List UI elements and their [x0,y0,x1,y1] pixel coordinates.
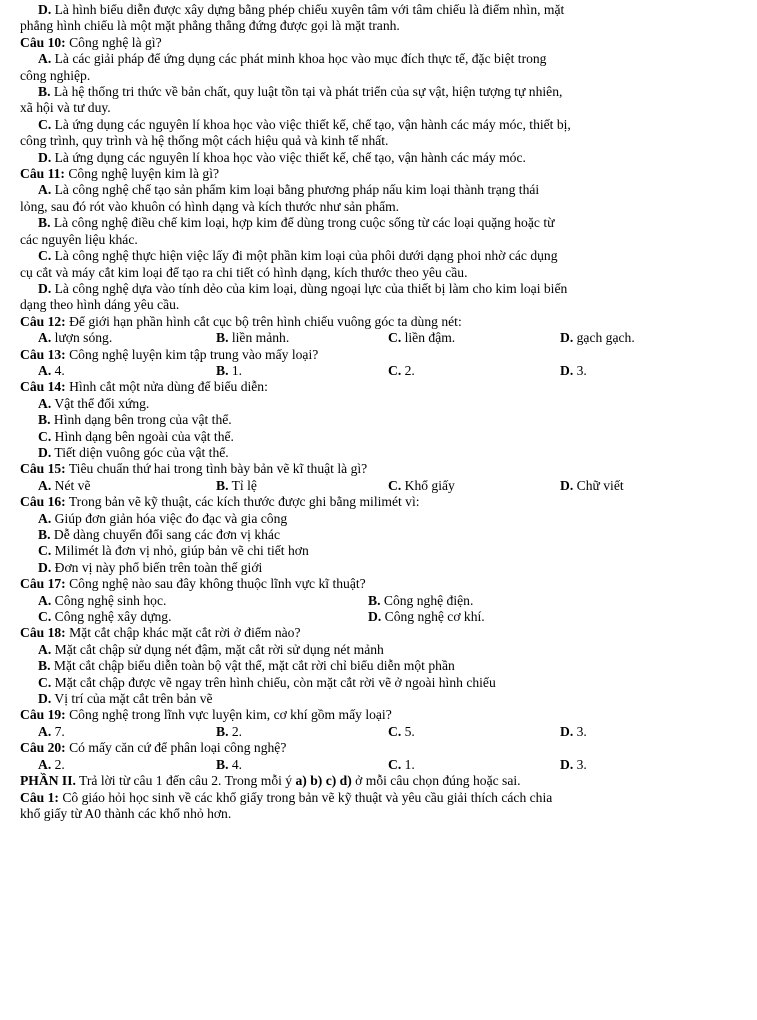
question-stem: Để giới hạn phần hình cắt cục bộ trên hình chiếu vuông góc ta dùng nét: [69,313,462,329]
option-text: Vị trí của mặt cắt trên bản vẽ [54,691,213,707]
q10-option-b-cont: xã hội và tư duy. [20,100,111,116]
option-a [38,478,216,494]
question-stem: Có mấy căn cứ để phân loại công nghệ? [69,740,287,756]
option-text: liền mảnh. [231,330,290,346]
q16-option-b [20,527,739,543]
part-label: PHẦN II. [20,773,76,789]
option-d [560,330,720,346]
part-instruction-bold: a) b) c) d) [295,773,352,789]
option-text: Là công nghệ điều chế kim loại, hợp kim để dùng trong cuộc sống từ các loại quặng hoặc từ [53,215,555,231]
q14-option-d [20,445,739,461]
option-letter: B. [216,362,229,378]
option-text: Mặt cắt chập sử dụng nét đậm, mặt cắt rời sử dụng nét mảnh [54,641,384,657]
question-stem: Công nghệ luyện kim là gì? [68,166,219,182]
option-b [216,724,388,740]
option-text: 7. [54,723,65,739]
question-label: Câu 10: [20,34,66,50]
option-text: Dễ dàng chuyển đổi sang các đơn vị khác [53,527,280,542]
option-text: 3. [576,723,587,739]
question-stem: Công nghệ là gì? [69,34,162,50]
question-label: Câu 1: [20,789,59,805]
option-text: Là công nghệ dựa vào tính dẻo của kim loại, dùng ngoại lực của thiết bị làm cho kim loại biến [54,280,568,296]
option-letter: D. [560,723,574,739]
option-text: Nét vẽ [54,477,91,493]
option-text: gạch gạch. [576,330,635,346]
option-text: Tỉ lệ [231,477,257,493]
option-letter: C. [38,248,52,264]
option-text: Đơn vị này phổ biến trên toàn thế giới [54,559,263,575]
question-stem: Mặt cắt chập khác mặt cắt rời ở điểm nào? [69,625,301,641]
option-text: 4. [54,362,65,378]
question-label: Câu 12: [20,313,66,329]
q18-option-c [20,675,739,691]
part-instruction-end: ở mỗi câu chọn đúng hoặc sai. [355,773,521,789]
option-letter: A. [38,330,52,346]
option-letter: C. [38,428,52,444]
option-letter: B. [368,592,381,608]
q11-option-a [20,182,739,198]
option-b [368,593,668,609]
option-letter: A. [38,756,52,772]
question-stem: Công nghệ nào sau đây không thuộc lĩnh vực kĩ thuật? [69,576,366,592]
question-20 [20,740,739,756]
option-letter: D. [38,444,52,460]
option-text: Milimét là đơn vị nhỏ, giúp bản vẽ chi tiết hơn [54,543,309,559]
question-15 [20,461,739,477]
q18-option-a [20,642,739,658]
option-letter: C. [38,116,52,132]
option-text: lượn sóng. [54,330,113,346]
q9-option-d [20,2,739,18]
option-text: 1. [231,362,243,378]
option-letter: A. [38,182,52,198]
q10-option-a-cont: công nghiệp. [20,67,91,83]
q10-option-a [20,51,739,67]
option-text: Chữ viết [576,477,624,493]
q10-option-c [20,117,739,133]
option-b [216,478,388,494]
q16-option-c [20,543,739,559]
option-text: 3. [576,362,587,378]
option-letter: A. [38,51,52,67]
option-letter: A. [38,510,52,526]
option-text: 3. [576,756,587,772]
question-stem: Công nghệ luyện kim tập trung vào mấy loại? [69,346,319,362]
option-text: Mặt cắt chập biểu diễn toàn bộ vật thể, mặt cắt rời chỉ biểu diễn một phần [53,658,455,674]
option-text: Là các giải pháp để ứng dụng các phát minh khoa học vào mục đích thực tế, đặc biệt trong [54,51,547,67]
option-letter: D. [560,756,574,772]
option-c [388,757,560,773]
option-text: Vật thể đối xứng. [54,395,150,411]
q18-option-d [20,691,739,707]
q11-option-b-cont: các nguyên liệu khác. [20,231,138,247]
option-b [216,363,388,379]
option-letter: C. [388,723,402,739]
option-letter: D. [38,559,52,575]
question-10 [20,35,739,51]
option-a [38,724,216,740]
option-d [560,724,720,740]
question-label: Câu 16: [20,494,66,510]
q14-option-b [20,412,739,428]
option-letter: B. [38,658,51,674]
option-letter: C. [38,543,52,559]
option-text: Là công nghệ thực hiện việc lấy đi một phần kim loại của phôi dưới dạng phoi nhờ các dụng [54,248,558,264]
option-text: Giúp đơn giản hóa việc đo đạc và gia công [54,510,288,526]
option-text: 2. [404,362,415,378]
question-18 [20,625,739,641]
option-letter: A. [38,723,52,739]
question-stem: Hình cắt một nửa dùng để biểu diễn: [69,379,268,395]
option-text: Là công nghệ chế tạo sản phẩm kim loại bằng phương pháp nấu kim loại thành trạng thái [54,182,540,198]
option-text: Khổ giấy [404,477,455,493]
option-letter: D. [38,280,52,296]
option-text: Mặt cắt chập được vẽ ngay trên hình chiếu, còn mặt cắt rời vẽ ở ngoài hình chiếu [54,674,496,690]
option-letter: B. [38,412,51,428]
option-c [388,478,560,494]
q11-option-d-cont: dạng theo hình dáng yêu cầu. [20,297,180,313]
q11-option-a-cont: lỏng, sau đó rót vào khuôn có hình dạng và kích thước như sản phẩm. [20,198,400,214]
option-d [560,757,720,773]
part2-question-1 [20,790,739,806]
q11-option-d [20,281,739,297]
option-text: liền đậm. [404,330,456,346]
option-d [560,478,720,494]
option-letter: D. [560,362,574,378]
question-label: Câu 17: [20,576,66,592]
option-c [388,724,560,740]
question-17 [20,576,739,592]
option-text: 4. [231,756,243,772]
option-letter: D. [38,149,52,165]
option-text: 2. [231,723,243,739]
question-14 [20,379,739,395]
q10-option-c-cont: công trình, quy trình và hệ thống một cách hiệu quả và kinh tế nhất. [20,133,389,149]
option-a [38,757,216,773]
option-d [368,609,668,625]
question-label: Câu 20: [20,740,66,756]
option-letter: D. [560,330,574,346]
option-letter: B. [38,527,51,542]
question-label: Câu 15: [20,461,66,477]
option-letter: A. [38,477,52,493]
option-text: Công nghệ sinh học. [54,592,167,608]
option-text: 2. [54,756,65,772]
option-text: Là ứng dụng các nguyên lí khoa học vào việc thiết kế, chế tạo, vận hành các máy móc, thiết bị, [54,116,571,132]
question-label: Câu 13: [20,346,66,362]
part-instruction: Trả lời từ câu 1 đến câu 2. Trong mỗi ý [79,773,293,789]
option-letter: D. [38,691,52,707]
q11-option-c [20,248,739,264]
option-c [388,330,560,346]
q19-options [20,724,739,740]
option-text: 1. [404,756,415,772]
option-letter: C. [388,362,402,378]
question-stem: Trong bản vẽ kỹ thuật, các kích thước được ghi bằng milimét vì: [68,494,420,510]
question-label: Câu 14: [20,379,66,395]
option-text: Là ứng dụng các nguyên lí khoa học vào việc thiết kế, chế tạo, vận hành các máy móc. [54,149,526,165]
option-letter: C. [388,756,402,772]
question-16 [20,494,739,510]
option-b [216,330,388,346]
q16-option-d [20,560,739,576]
question-label: Câu 19: [20,707,66,723]
question-13 [20,347,739,363]
option-letter: B. [216,723,229,739]
option-letter: A. [38,362,52,378]
question-stem: Tiêu chuẩn thứ hai trong tình bày bản vẽ kĩ thuật là gì? [68,461,368,477]
option-letter: B. [216,756,229,772]
question-stem: Cô giáo hỏi học sinh về các khổ giấy trong bản vẽ kỹ thuật và yêu cầu giải thích cách chia [62,789,553,805]
option-letter: C. [38,674,52,690]
option-text: Công nghệ điện. [383,592,474,608]
option-a [38,593,368,609]
option-letter: C. [388,330,402,346]
q11-option-b [20,215,739,231]
option-text: Hình dạng bên ngoài của vật thể. [54,428,234,444]
question-11 [20,166,739,182]
q15-options [20,478,739,494]
question-19 [20,707,739,723]
option-letter: C. [38,609,52,625]
option-text: 5. [404,723,415,739]
question-label: Câu 11: [20,166,65,182]
option-letter: C. [388,477,402,493]
question-label: Câu 18: [20,625,66,641]
option-c [38,609,368,625]
option-letter: D. [560,477,574,493]
q11-option-c-cont: cụ cắt và máy cắt kim loại để tạo ra chi tiết có hình dạng, kích thước theo yêu cầu. [20,264,468,280]
option-text: Là hình biểu diễn được xây dựng bằng phép chiếu xuyên tâm với tâm chiếu là điểm nhìn, mặt [54,2,565,17]
option-letter: B. [216,330,229,346]
option-c [388,363,560,379]
q10-option-d [20,150,739,166]
option-text: Là hệ thống tri thức về bản chất, quy luật tồn tại và phát triển của sự vật, hiện tượng tự nhiên, [53,84,563,100]
q14-option-a [20,396,739,412]
option-letter: A. [38,592,52,608]
q10-option-b [20,84,739,100]
option-a [38,330,216,346]
part2-question-1-cont: khổ giấy từ A0 thành các khổ nhỏ hơn. [20,805,232,821]
q18-option-b [20,658,739,674]
option-a [38,363,216,379]
q16-option-a [20,511,739,527]
q20-options [20,757,739,773]
option-letter: B. [216,477,229,493]
question-stem: Công nghệ trong lĩnh vực luyện kim, cơ khí gồm mấy loại? [69,707,392,723]
option-letter: D. [38,2,52,17]
part-2-heading [20,773,739,789]
q14-option-c [20,429,739,445]
option-text: Tiết diện vuông góc của vật thể. [54,444,229,460]
option-letter: B. [38,84,51,100]
option-text: Công nghệ cơ khí. [384,609,485,625]
q12-options [20,330,739,346]
option-letter: A. [38,395,52,411]
option-letter: D. [368,609,382,625]
option-text: Hình dạng bên trong của vật thể. [53,412,232,428]
q13-options [20,363,739,379]
option-b [216,757,388,773]
q17-options [20,593,739,626]
question-12 [20,314,739,330]
option-d [560,363,720,379]
q9-option-d-cont: phẳng hình chiếu là một mặt phẳng thẳng đứng được gọi là mặt tranh. [20,18,400,34]
option-letter: B. [38,215,51,231]
option-letter: A. [38,641,52,657]
option-text: Công nghệ xây dựng. [54,609,172,625]
